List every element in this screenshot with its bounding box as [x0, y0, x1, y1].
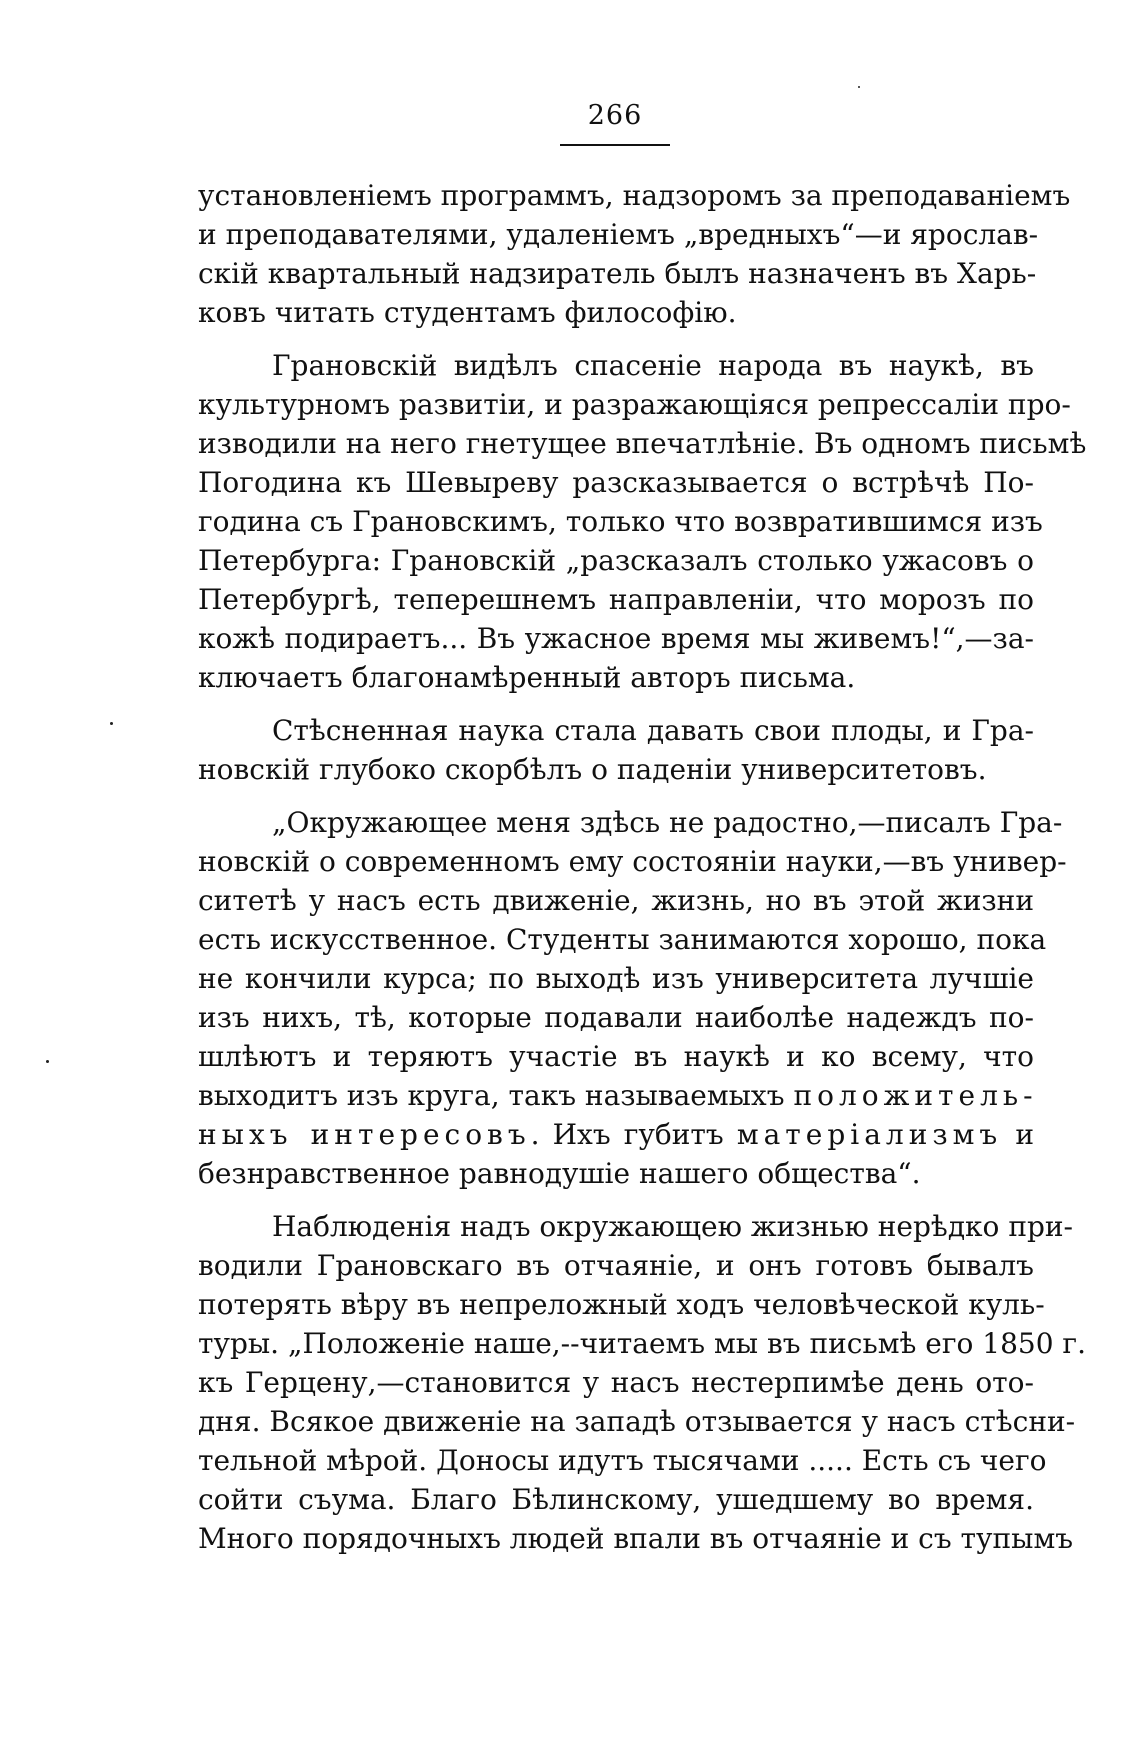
text-segment: выходитъ изъ круга, такъ называемыхъ — [198, 1079, 785, 1112]
paragraph-4 — [198, 803, 1067, 1193]
text-line — [198, 1076, 1038, 1115]
text-line: не кончили курса; по выходѣ изъ университета лучшіе — [198, 962, 1034, 995]
text-line: потерять вѣру въ непреложный ходъ человѣческой куль- — [198, 1288, 1045, 1321]
text-line: скій квартальный надзиратель былъ назначенъ въ Харь- — [198, 257, 1037, 290]
text-line: ситетѣ у насъ есть движеніе, жизнь, но въ этой жизни — [198, 884, 1034, 917]
text-line: Погодина къ Шевыреву разсказывается о встрѣчѣ По- — [198, 466, 1034, 499]
paragraph-1 — [198, 176, 1071, 332]
text-segment: и — [1015, 1118, 1034, 1151]
text-line: культурномъ развитіи, и разражающіяся репрессаліи про- — [198, 388, 1071, 421]
text-line: Много порядочныхъ людей впали въ отчаяніе и съ тупымъ — [198, 1522, 1074, 1555]
text-line — [198, 1115, 1034, 1154]
text-line: новскій глубоко скорбѣлъ о паденіи университетовъ. — [198, 753, 987, 786]
text-line: ключаетъ благонамѣренный авторъ письма. — [198, 661, 856, 694]
text-line: дня. Всякое движеніе на западѣ отзывается у насъ стѣсни- — [198, 1405, 1076, 1438]
spaced-emphasis: ныхъ интересовъ — [198, 1118, 531, 1151]
text-segment: . Ихъ губитъ — [530, 1118, 724, 1151]
text-line: изводили на него гнетущее впечатлѣніе. Въ одномъ письмѣ — [198, 427, 1087, 460]
text-line: ковъ читать студентамъ философію. — [198, 296, 737, 329]
page-number-rule — [560, 144, 670, 146]
text-line: шлѣютъ и теряютъ участіе въ наукѣ и ко всему, что — [198, 1040, 1034, 1073]
text-line: Стѣсненная наука стала давать свои плоды, и Гра- — [272, 714, 1034, 747]
text-line: есть искусственное. Студенты занимаются хорошо, пока — [198, 923, 1047, 956]
scan-speck — [46, 1060, 49, 1063]
scan-speck — [858, 86, 860, 88]
text-line: къ Герцену,—становится у насъ нестерпимѣе день ото- — [198, 1366, 1034, 1399]
page-number: 266 — [587, 100, 643, 131]
text-line: Петербурга: Грановскій „разсказалъ столько ужасовъ о — [198, 544, 1034, 577]
text-line: новскій о современномъ ему состояніи науки,—въ универ- — [198, 845, 1067, 878]
text-line: водили Грановскаго въ отчаяніе, и онъ готовъ бывалъ — [198, 1249, 1034, 1282]
text-line: Наблюденія надъ окружающею жизнью нерѣдко при- — [272, 1210, 1074, 1243]
text-line: сойти съума. Благо Бѣлинскому, ушедшему во время. — [198, 1483, 1034, 1516]
text-line: туры. „Положеніе наше,--читаемъ мы въ письмѣ его 1850 г. — [198, 1327, 1087, 1360]
text-line: изъ нихъ, тѣ, которые подавали наиболѣе надеждъ по- — [198, 1001, 1034, 1034]
text-line: и преподавателями, удаленіемъ „вредныхъ“—и ярослав- — [198, 218, 1039, 251]
paragraph-5 — [198, 1207, 1087, 1558]
text-line: тельной мѣрой. Доносы идутъ тысячами ..... Есть съ чего — [198, 1444, 1047, 1477]
scan-speck — [110, 722, 113, 725]
text-line: „Окружающее меня здѣсь не радостно,—писалъ Гра- — [272, 806, 1063, 839]
text-line: година съ Грановскимъ, только что возвратившимся изъ — [198, 505, 1043, 538]
text-body — [198, 176, 1087, 1572]
text-line: установленіемъ программъ, надзоромъ за преподаваніемъ — [198, 179, 1071, 212]
text-line: кожѣ подираетъ... Въ ужасное время мы живемъ!“,—за- — [198, 622, 1034, 655]
paragraph-3 — [198, 711, 1034, 789]
text-line: Грановскій видѣлъ спасеніе народа въ наукѣ, въ — [272, 349, 1034, 382]
text-line: безнравственное равнодушіе нашего общества“. — [198, 1157, 921, 1190]
spaced-emphasis: положитель- — [793, 1079, 1038, 1112]
text-line: Петербургѣ, теперешнемъ направленіи, что морозъ по — [198, 583, 1034, 616]
spaced-emphasis: матеріализмъ — [736, 1118, 1003, 1151]
paragraph-2 — [198, 346, 1087, 697]
